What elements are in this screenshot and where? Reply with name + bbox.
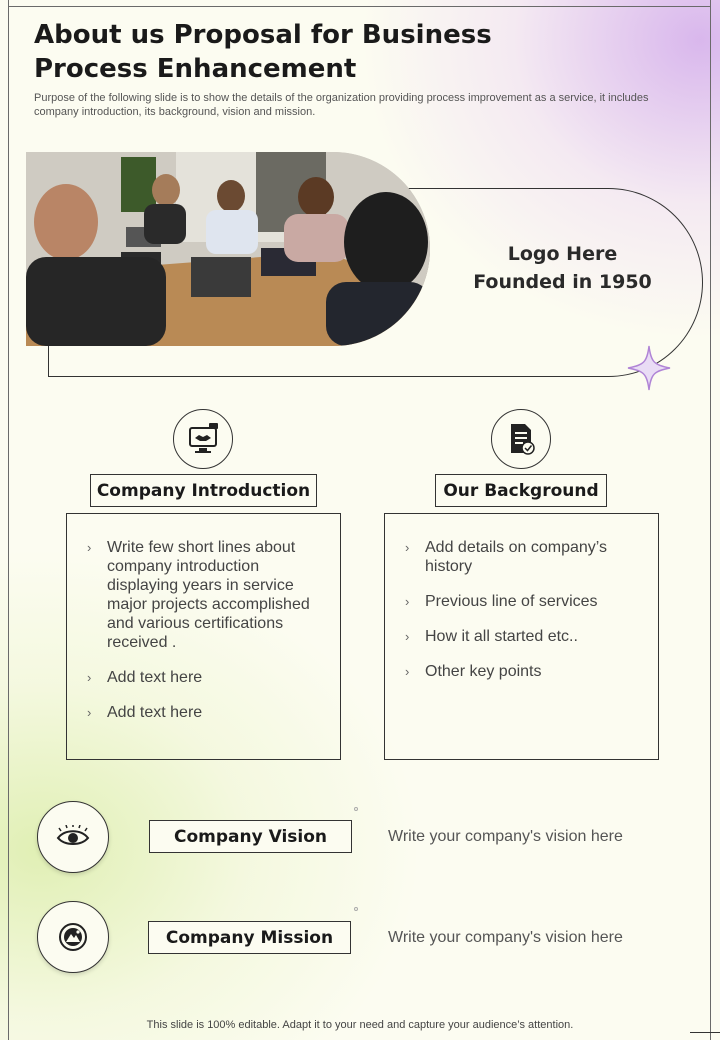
chevron-right-icon: ›: [405, 540, 410, 555]
company-vision-heading: Company Vision: [149, 820, 352, 853]
decorative-dot: [354, 807, 358, 811]
eye-icon: [37, 801, 109, 873]
decorative-dot: [354, 907, 358, 911]
list-item: [87, 668, 320, 687]
sparkle-icon: [626, 344, 672, 392]
logo-placeholder: [460, 240, 665, 296]
list-item-text: Add text here: [107, 704, 203, 721]
logo-line: Logo Here: [507, 243, 618, 265]
handshake-monitor-icon: [173, 409, 233, 469]
footer-note: This slide is 100% editable. Adapt it to your need and capture your audience’s attention.: [146, 1019, 574, 1031]
our-background-box: [384, 513, 659, 760]
chevron-right-icon: ›: [87, 540, 92, 555]
list-item-text: Previous line of services: [425, 593, 598, 610]
target-mountain-icon: [37, 901, 109, 973]
corner-mark: [690, 1032, 720, 1033]
list-item: [87, 703, 320, 722]
list-item-text: Other key points: [425, 663, 542, 680]
chevron-right-icon: ›: [87, 705, 92, 720]
company-vision-text: Write your company's vision here: [388, 828, 623, 845]
list-item-text: Add text here: [107, 669, 203, 686]
company-introduction-box: [66, 513, 341, 760]
company-mission-heading: Company Mission: [148, 921, 351, 954]
list-item-text: Add details on company’s history: [425, 539, 608, 575]
frame-line-right: [710, 0, 711, 1040]
chevron-right-icon: ›: [405, 629, 410, 644]
chevron-right-icon: ›: [405, 594, 410, 609]
list-item: [405, 662, 638, 681]
page-title: About us Proposal for Business Process Enhancement: [34, 20, 492, 84]
company-introduction-heading: Company Introduction: [90, 474, 317, 507]
chevron-right-icon: ›: [405, 664, 410, 679]
list-item: [405, 538, 638, 576]
frame-line-left: [8, 0, 9, 1040]
company-mission-text: Write your company's vision here: [388, 929, 623, 946]
founded-line: Founded in 1950: [473, 271, 652, 293]
list-item-text: Write few short lines about company introduction displaying years in service major projects accomplished and various certifications received .: [107, 539, 310, 651]
list-item-text: How it all started etc..: [425, 628, 578, 645]
hero-outline-left-edge: [48, 345, 49, 377]
document-check-icon: [491, 409, 551, 469]
frame-line-top: [8, 6, 711, 7]
our-background-heading: Our Background: [435, 474, 607, 507]
chevron-right-icon: ›: [87, 670, 92, 685]
list-item: [405, 592, 638, 611]
page-subtitle: Purpose of the following slide is to show the details of the organization providing process improvement as a service, it includes company introduction, its background, vision and mission.: [34, 92, 649, 118]
team-meeting-photo: [26, 152, 430, 346]
list-item: [405, 627, 638, 646]
list-item: [87, 538, 320, 652]
